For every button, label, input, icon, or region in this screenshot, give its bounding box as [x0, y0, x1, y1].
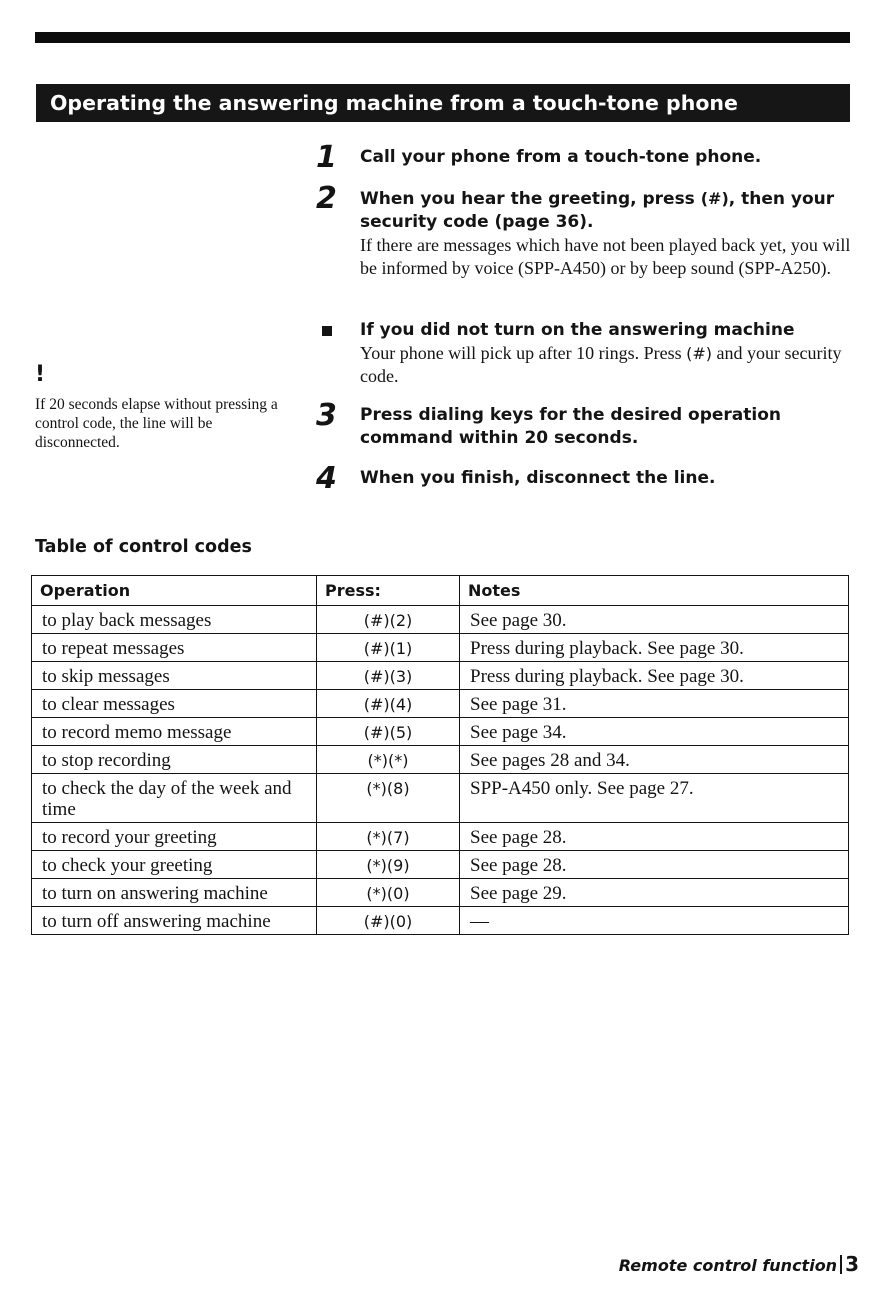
- table-header-row: [32, 576, 849, 606]
- press-code-cell: (#)(1): [317, 634, 460, 662]
- press-code-cell: (#)(2): [317, 606, 460, 634]
- step-body: If there are messages which have not been played back yet, you will be informed by voice (SPP-A450) or by beep sound (SPP-A250).: [360, 235, 851, 278]
- press-code-cell: (#)(5): [317, 718, 460, 746]
- step-title: When you finish, disconnect the line.: [360, 468, 716, 488]
- hash-key-icon: (#): [700, 189, 729, 208]
- step-1: [316, 140, 856, 175]
- table-row: [32, 774, 849, 823]
- operation-cell: to clear messages: [32, 690, 317, 718]
- square-bullet-icon: [322, 326, 332, 336]
- press-code-cell: (*)(0): [317, 879, 460, 907]
- step-title: Press dialing keys for the desired operation command within 20 seconds.: [360, 405, 782, 448]
- notes-cell: See page 28.: [460, 823, 849, 851]
- operation-cell: to turn on answering machine: [32, 879, 317, 907]
- top-rule: [35, 32, 850, 43]
- table-row: [32, 606, 849, 634]
- step-3: [316, 398, 856, 450]
- step-4: [316, 461, 856, 496]
- step-number: 1: [316, 140, 337, 175]
- footer-divider: [840, 1255, 842, 1274]
- step-body: Your phone will pick up after 10 rings. Press (#) and your security code.: [360, 343, 842, 386]
- press-code-cell: (*)(8): [317, 774, 460, 823]
- notes-cell: See page 34.: [460, 718, 849, 746]
- step-number: 4: [316, 461, 337, 496]
- operation-cell: to stop recording: [32, 746, 317, 774]
- step-2: [316, 181, 856, 280]
- control-codes-table: [31, 575, 849, 935]
- notes-cell: See pages 28 and 34.: [460, 746, 849, 774]
- notes-cell: —: [460, 907, 849, 935]
- notes-cell: See page 31.: [460, 690, 849, 718]
- side-note: If 20 seconds elapse without pressing a control code, the line will be disconnected.: [35, 396, 278, 451]
- notes-cell: See page 30.: [460, 606, 849, 634]
- column-header: Notes: [460, 576, 849, 606]
- table-row: [32, 823, 849, 851]
- step-title: If you did not turn on the answering machine: [360, 320, 795, 340]
- operation-cell: to check the day of the week and time: [32, 774, 317, 823]
- operation-cell: to turn off answering machine: [32, 907, 317, 935]
- press-code-cell: (*)(7): [317, 823, 460, 851]
- page-number: 3: [845, 1252, 859, 1276]
- step-title: Call your phone from a touch-tone phone.: [360, 147, 762, 167]
- notes-cell: See page 29.: [460, 879, 849, 907]
- press-code-cell: (*)(9): [317, 851, 460, 879]
- operation-cell: to repeat messages: [32, 634, 317, 662]
- section-name: Remote control function: [618, 1256, 838, 1275]
- table-row: [32, 746, 849, 774]
- table-row: [32, 662, 849, 690]
- notes-cell: See page 28.: [460, 851, 849, 879]
- table-row: [32, 718, 849, 746]
- table-row: [32, 634, 849, 662]
- table-row: [32, 690, 849, 718]
- hash-key-icon: (#): [686, 344, 713, 363]
- table-title: Table of control codes: [35, 537, 252, 557]
- notes-cell: Press during playback. See page 30.: [460, 634, 849, 662]
- step-number: 3: [316, 398, 337, 433]
- press-code-cell: (*)(*): [317, 746, 460, 774]
- press-code-cell: (#)(3): [317, 662, 460, 690]
- step-note: [316, 319, 856, 388]
- table-row: [32, 907, 849, 935]
- table-row: [32, 851, 849, 879]
- operation-cell: to skip messages: [32, 662, 317, 690]
- operation-cell: to play back messages: [32, 606, 317, 634]
- warning-icon: !: [35, 362, 46, 387]
- notes-cell: Press during playback. See page 30.: [460, 662, 849, 690]
- operation-cell: to record your greeting: [32, 823, 317, 851]
- column-header: Press:: [317, 576, 460, 606]
- section-banner: Operating the answering machine from a touch-tone phone: [36, 84, 850, 122]
- press-code-cell: (#)(4): [317, 690, 460, 718]
- table-row: [32, 879, 849, 907]
- page-footer: [619, 1252, 859, 1276]
- press-code-cell: (#)(0): [317, 907, 460, 935]
- step-number: 2: [316, 181, 337, 216]
- operation-cell: to check your greeting: [32, 851, 317, 879]
- operation-cell: to record memo message: [32, 718, 317, 746]
- step-title: When you hear the greeting, press (#), then your security code (page 36).: [360, 189, 835, 232]
- column-header: Operation: [32, 576, 317, 606]
- notes-cell: SPP-A450 only. See page 27.: [460, 774, 849, 823]
